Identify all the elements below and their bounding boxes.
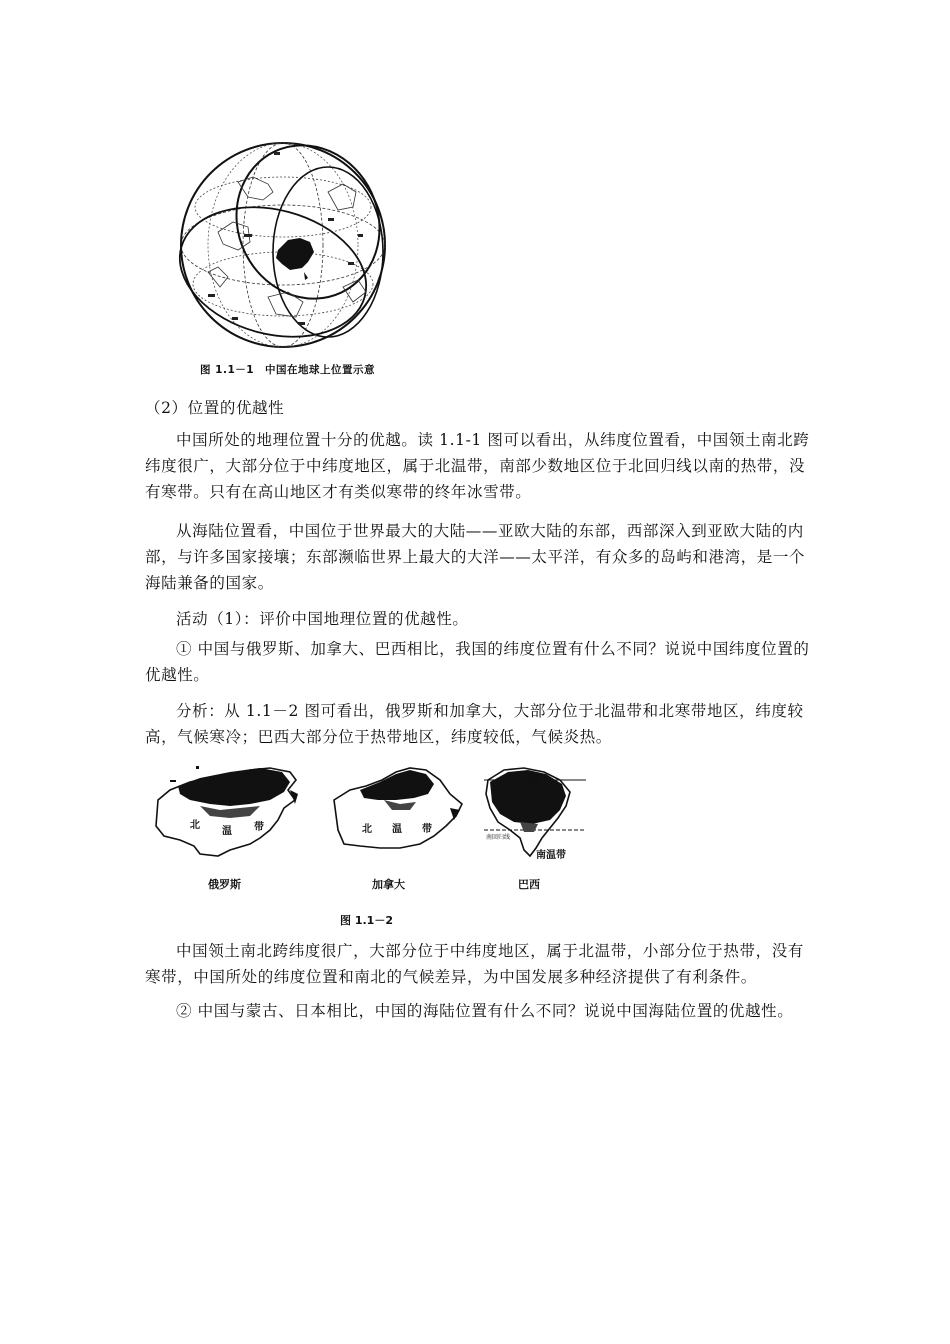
question-2: ② 中国与蒙古、日本相比，中国的海陆位置有什么不同？说说中国海陆位置的优越性。 <box>176 1002 794 1020</box>
conclusion-paragraph: 中国领土南北跨纬度很广，大部分位于中纬度地区，属于北温带，小部分位于热带，没有寒带，中国所处的纬度位置和南北的气候差异，为中国发展多种经济提供了有利条件。 <box>145 942 804 986</box>
paragraph-land-sea: 从海陆位置看，中国位于世界最大的大陆——亚欧大陆的东部，西部深入到亚欧大陆的内部，与许多国家接壤；东部濒临世界上最大的大洋——太平洋，有众多的岛屿和港湾，是一个海陆兼备的国家。 <box>145 522 806 592</box>
russia-zone-char-1: 北 <box>190 820 200 831</box>
section-heading: （2）位置的优越性 <box>145 399 285 417</box>
russia-zone-char-3: 带 <box>254 822 264 833</box>
figure-globe <box>178 122 388 362</box>
paragraph-latitude: 中国所处的地理位置十分的优越。读 1.1-1 图可以看出，从纬度位置看，中国领土南北跨纬度很广，大部分位于中纬度地区，属于北温带，南部少数地区位于北回归线以南的热带，没有寒带。只有在高山地区才有类似寒带的终年冰雪带。 <box>145 431 810 501</box>
question-1: ① 中国与俄罗斯、加拿大、巴西相比，我国的纬度位置有什么不同？说说中国纬度位置的优越性。 <box>145 640 810 684</box>
activity-title: 活动（1）：评价中国地理位置的优越性。 <box>176 610 469 628</box>
brazil-equator-label: 赤道 <box>528 776 541 783</box>
analysis-paragraph: 分析：从 1.1－2 图可看出，俄罗斯和加拿大，大部分位于北温带和北寒带地区，纬度较高，气候寒冷；巴西大部分位于热带地区，纬度较低，气候炎热。 <box>145 702 804 746</box>
figure-country-maps <box>150 760 590 900</box>
canada-map <box>330 760 470 870</box>
canada-zone-char-2: 温 <box>392 824 402 835</box>
figure-caption-globe: 图 1.1－1 中国在地球上位置示意 <box>200 364 376 376</box>
canada-zone-char-3: 带 <box>422 824 432 835</box>
figure-caption-maps: 图 1.1－2 <box>340 914 393 927</box>
brazil-tropic-label: 南回归线 <box>486 834 511 841</box>
russia-label: 俄罗斯 <box>208 878 241 891</box>
brazil-zone-label: 南温带 <box>536 850 566 861</box>
canada-zone-char-1: 北 <box>362 824 372 835</box>
brazil-label: 巴西 <box>518 878 540 891</box>
canada-label: 加拿大 <box>372 878 405 891</box>
russia-map <box>150 760 300 870</box>
russia-zone-char-2: 温 <box>222 826 232 837</box>
globe-illustration <box>178 122 388 362</box>
